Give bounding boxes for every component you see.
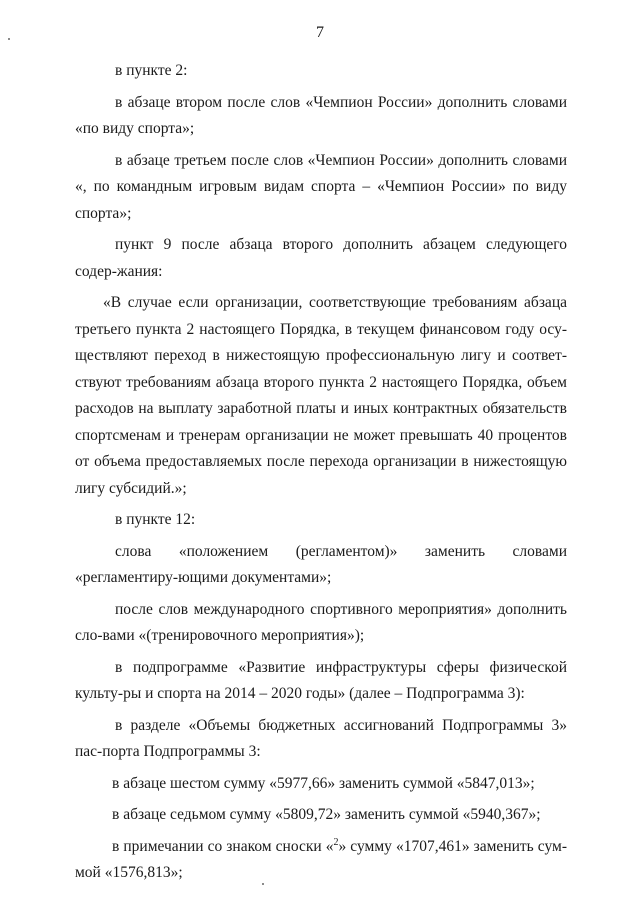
paragraph: в разделе «Объемы бюджетных ассигнований Подпрограммы 3» пас-порта Подпрограммы 3: (75, 716, 567, 760)
quoted-paragraph: «В случае если организации, соответствующие требованиям абзаца третьего пункта 2 настоящего Порядка, в текущем финансовом году осу-ществляют переход в нижестоящую профессиональную лигу и соответ-ствуют требованиям абзаца второго пункта 2 настоящего Порядка, объем расходов на выплату заработной платы и иных контрактных обязательств спортсменам и тренерам организации не может превышать 40 процентов от объема предоставляемых после перехода организации в нижестоящую лигу субсидий.»; (75, 294, 567, 497)
paragraph: после слов международного спортивного мероприятия» дополнить сло-вами «(тренировочного мероприятия»); (75, 600, 567, 644)
paragraph: в абзаце втором после слов «Чемпион России» дополнить словами «по виду спорта»; (75, 93, 567, 137)
page-number: 7 (316, 24, 324, 41)
paragraph: в абзаце шестом сумму «5977,66» заменить суммой «5847,013»; (112, 774, 535, 792)
paragraph: в абзаце седьмом сумму «5809,72» заменить суммой «5940,367»; (112, 806, 541, 823)
paragraph: слова «положением (регламентом)» заменить словами «регламентиру-ющими документами»; (75, 542, 567, 586)
paragraph: пункт 9 после абзаца второго дополнить абзацем следующего содер-жания: (75, 236, 567, 280)
paragraph-text-after: » сумму «1707,461» заменить сум-мой «1576,813»; (75, 837, 567, 881)
paragraph: в пункте 2: (115, 62, 188, 79)
footnote-mark: 2 (333, 836, 339, 848)
document-body (75, 58, 567, 892)
paragraph: в подпрограмме «Развитие инфраструктуры сферы физической культу-ры и спорта на 2014 – 2020 годы» (далее – Подпрограмма 3): (75, 658, 567, 702)
paragraph-text-before: в примечании со знаком сноски « (112, 837, 334, 855)
paragraph: в абзаце третьем после слов «Чемпион России» дополнить словами «, по командным игровым видам спорта – «Чемпион России» по виду спорта»; (75, 151, 567, 222)
footnote-paragraph (75, 834, 567, 887)
paragraph: в пункте 12: (115, 511, 196, 528)
